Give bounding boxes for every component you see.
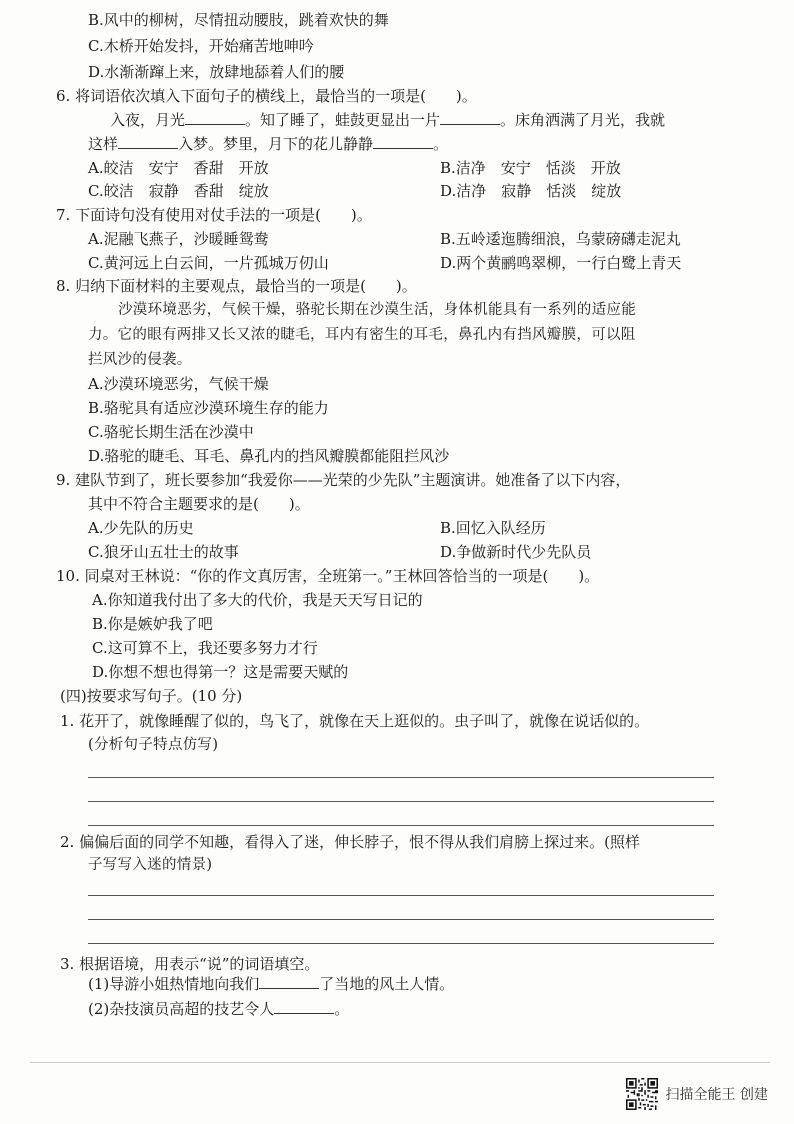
q10-option-a: A.你知道我付出了多大的代价，我是天天写日记的 — [92, 591, 423, 609]
s3-item-2: (2)杂技演员高超的技艺令人 。 — [88, 1000, 350, 1018]
qr-code-icon — [626, 1078, 658, 1110]
q6-passage-line-2: 这样 入梦。梦里，月下的花儿静静 。 — [88, 135, 449, 153]
s2-instruction: 子写写入迷的情景) — [88, 857, 213, 873]
q5-option-c: C.木桥开始发抖，开始痛苦地呻吟 — [88, 37, 314, 55]
q6-option-d: D.洁净 寂静 恬淡 绽放 — [440, 182, 622, 200]
s3-stem: 3. 根据语境，用表示“说”的词语填空。 — [60, 955, 320, 973]
q8-material-line-3: 拦风沙的侵袭。 — [88, 352, 192, 368]
q9-option-b: B.回忆入队经历 — [440, 519, 546, 537]
q6-option-b: B.洁净 安宁 恬淡 开放 — [440, 159, 621, 177]
s1-answer-line-1[interactable] — [88, 777, 714, 778]
q6-stem: 6. 将词语依次填入下面句子的横线上，最恰当的一项是( )。 — [56, 87, 477, 105]
q10-option-d: D.你想不想也得第一？这是需要天赋的 — [92, 663, 349, 681]
s1-answer-line-2[interactable] — [88, 801, 714, 802]
q9-stem-line-1: 9. 建队节到了，班长要参加“我爱你——光荣的少先队”主题演讲。她准备了以下内容， — [56, 471, 631, 489]
section-4-heading: (四)按要求写句子。(10 分) — [60, 687, 243, 705]
s2-sentence: 2. 偏偏后面的同学不知趣，看得入了迷，伸长脖子，恨不得从我们肩膀上探过来。(照样 — [60, 833, 640, 851]
q8-option-b: B.骆驼具有适应沙漠环境生存的能力 — [88, 399, 329, 417]
q8-material-line-1: 沙漠环境恶劣，气候干燥，骆驼长期在沙漠生活，身体机能具有一系列的适应能 — [118, 302, 636, 318]
q6-option-a: A.皎洁 安宁 香甜 开放 — [88, 159, 269, 177]
q6-blank-3[interactable] — [118, 134, 178, 149]
s1-sentence: 1. 花开了，就像睡醒了似的，鸟飞了，就像在天上逛似的。虫子叫了，就像在说话似的。 — [60, 712, 650, 730]
s3-blank-2[interactable] — [274, 999, 334, 1014]
q6-blank-4[interactable] — [373, 134, 433, 149]
q8-stem: 8. 归纳下面材料的主要观点，最恰当的一项是( )。 — [56, 277, 417, 295]
s1-instruction: (分析句子特点仿写) — [88, 737, 219, 753]
q7-option-c: C.黄河远上白云间，一片孤城万仞山 — [88, 254, 329, 272]
q8-option-d: D.骆驼的睫毛、耳毛、鼻孔内的挡风瓣膜都能阻拦风沙 — [88, 447, 450, 465]
q8-option-a: A.沙漠环境恶劣，气候干燥 — [88, 375, 269, 393]
s2-answer-line-1[interactable] — [88, 895, 714, 896]
s2-answer-line-2[interactable] — [88, 919, 714, 920]
scanner-watermark-text: 扫描全能王 创建 — [665, 1087, 768, 1103]
q9-option-c: C.狼牙山五壮士的故事 — [88, 543, 239, 561]
q9-option-d: D.争做新时代少先队员 — [440, 543, 592, 561]
s2-answer-line-3[interactable] — [88, 943, 714, 944]
s3-item-1: (1)导游小姐热情地向我们 了当地的风土人情。 — [88, 975, 455, 993]
q6-passage-line-1: 入夜，月光 。知了睡了，蛙鼓更显出一片 。床角洒满了月光，我就 — [110, 111, 666, 129]
q6-blank-1[interactable] — [185, 110, 245, 125]
q7-option-d: D.两个黄鹂鸣翠柳，一行白鹭上青天 — [440, 254, 682, 272]
q10-stem: 10. 同桌对王林说：“你的作文真厉害，全班第一。”王林回答恰当的一项是( )。 — [56, 567, 600, 585]
q6-blank-2[interactable] — [440, 110, 500, 125]
footer-divider — [30, 1062, 770, 1063]
scanner-watermark — [626, 1078, 768, 1110]
q9-stem-line-2: 其中不符合主题要求的是( )。 — [88, 495, 310, 513]
q9-option-a: A.少先队的历史 — [88, 519, 194, 537]
q6-option-c: C.皎洁 寂静 香甜 绽放 — [88, 182, 269, 200]
q8-material-line-2: 力。它的眼有两排又长又浓的睫毛，耳内有密生的耳毛，鼻孔内有挡风瓣膜，可以阻 — [88, 327, 636, 343]
q8-option-c: C.骆驼长期生活在沙漠中 — [88, 423, 254, 441]
q7-stem: 7. 下面诗句没有使用对仗手法的一项是( )。 — [56, 206, 372, 224]
q10-option-b: B.你是嫉妒我了吧 — [92, 615, 213, 633]
q7-option-b: B.五岭逶迤腾细浪，乌蒙磅礴走泥丸 — [440, 230, 681, 248]
q5-option-d: D.水渐渐蹿上来，放肆地舔着人们的腰 — [88, 63, 345, 81]
s1-answer-line-3[interactable] — [88, 825, 714, 826]
q7-option-a: A.泥融飞燕子，沙暖睡鸳鸯 — [88, 230, 269, 248]
s3-blank-1[interactable] — [259, 974, 319, 989]
q5-option-b: B.风中的柳树，尽情扭动腰肢，跳着欢快的舞 — [88, 11, 389, 29]
q10-option-c: C.这可算不上，我还要多努力才行 — [92, 639, 318, 657]
